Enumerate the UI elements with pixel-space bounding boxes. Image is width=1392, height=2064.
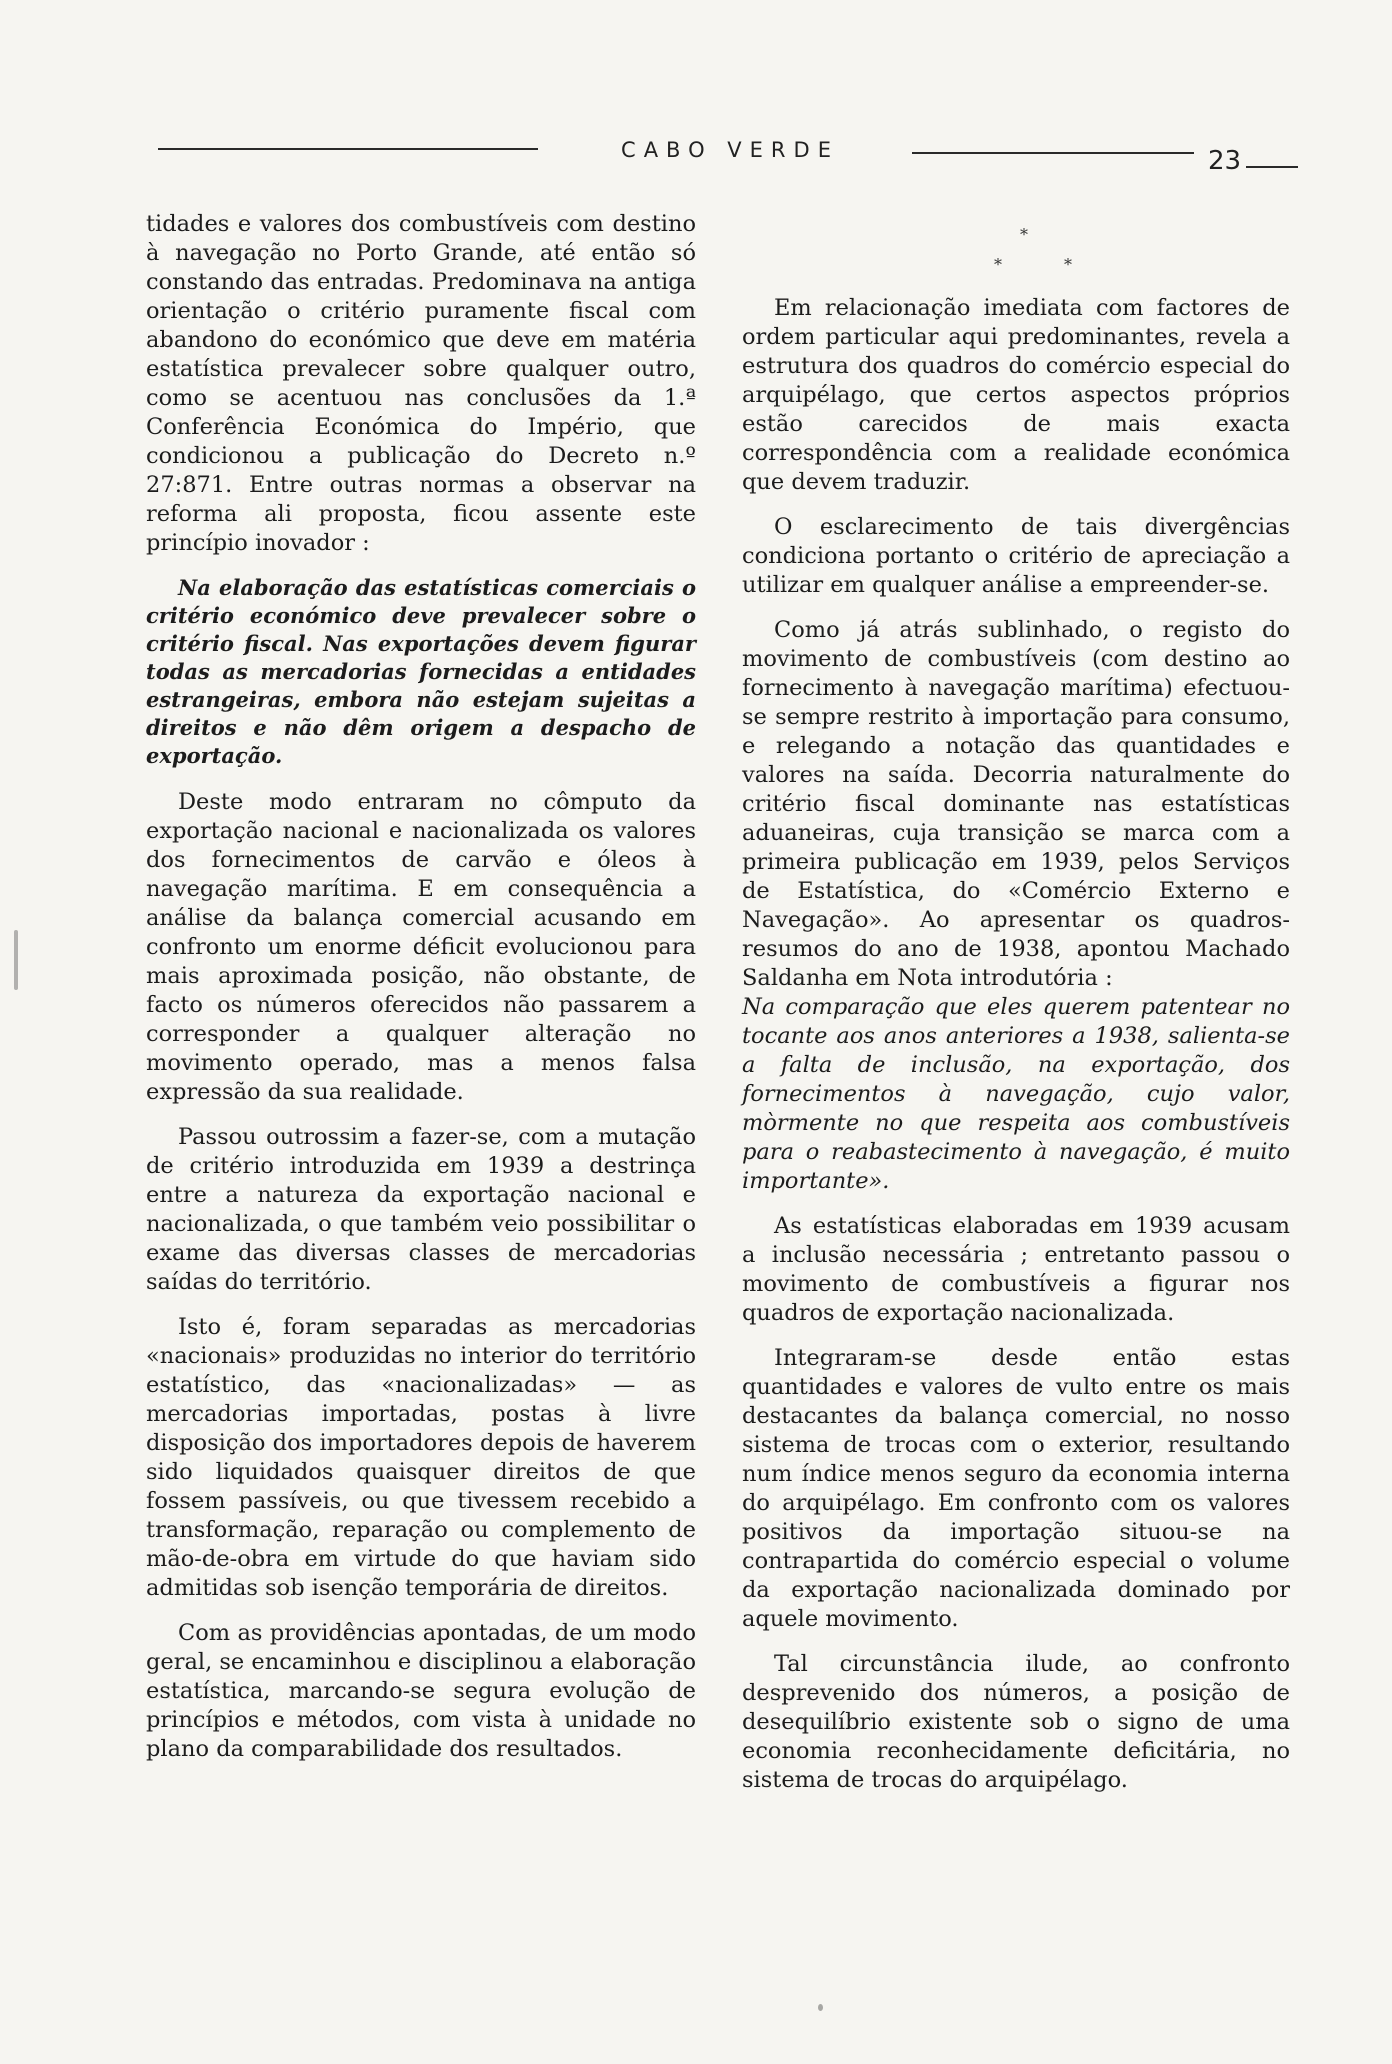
paragraph: As estatísticas elaboradas em 1939 acusam a inclusão necessária ; entretanto passou o movimento de combustíveis a figurar nos quadros de exportação nacionalizada. — [742, 1213, 1290, 1326]
block-quote: Na elaboração das estatísticas comerciais o critério económico deve prevalecer sobre o critério fiscal. Nas exportações devem figurar todas as mercadorias fornecidas a entidades estrangeiras, embora não estejam sujeitas a direitos e não dêm origem a despacho de exportação. — [146, 575, 696, 768]
asterisk-right: * — [1064, 255, 1072, 274]
inline-quote: Na comparação que eles querem patentear no tocante aos anos anteriores a 1938, salienta-se a falta de inclusão, na exportação, dos fornecimentos à navegação, cujo valor, mòrmente no que respeita aos combustíveis para o reabastecimento à navegação, é muito importante». — [742, 994, 1290, 1194]
paragraph: Isto é, foram separadas as mercadorias «nacionais» produzidas no interior do território estatístico, das «nacionalizadas» — as mercadorias importadas, postas à livre disposição dos importadores depois de haverem sido liquidados quaisquer direitos de que fossem passíveis, ou que tivessem recebido a transformação, reparação ou complemento de mão-de-obra em virtude do que haviam sido admitidas sob isenção temporária de direitos. — [146, 1314, 696, 1601]
paragraph: tidades e valores dos combustíveis com destino à navegação no Porto Grande, até então só constando das entradas. Predominava na antiga orientação o critério puramente fiscal com abandono do económico que deve em matéria estatística prevalecer sobre qualquer outro, como se acentuou nas conclusões da 1.ª Conferência Económica do Império, que condicionou a publicação do Decreto n.º 27:871. Entre outras normas a observar na reforma ali proposta, ficou assente este princípio inovador : — [146, 211, 696, 556]
paragraph: Em relacionação imediata com factores de ordem particular aqui predominantes, revela a estrutura dos quadros do comércio especial do arquipélago, que certos aspectos próprios estão carecidos de mais exacta correspondência com a realidade económica que devem traduzir. — [742, 295, 1290, 495]
right-column — [742, 210, 1290, 1811]
scan-speck — [14, 930, 18, 990]
asterisk-top: * — [1020, 225, 1028, 244]
paragraph: Integraram-se desde então estas quantidades e valores de vulto entre os mais destacantes da balança comercial, no nosso sistema de trocas com o exterior, resultando num índice menos seguro da economia interna do arquipélago. Em confronto com os valores positivos da importação situou-se na contrapartida do comércio especial o volume da exportação nacionalizada dominado por aquele movimento. — [742, 1345, 1290, 1632]
page-number: 23 — [1208, 146, 1242, 176]
paragraph: Como já atrás sublinhado, o registo do movimento de combustíveis (com destino ao fornecimento à navegação marítima) efectuou-se sempre restrito à importação para consumo, e relegando a notação das quantidades e valores na saída. Decorria naturalmente do critério fiscal dominante nas estatísticas aduaneiras, cuja transição se marca com a primeira publicação em 1939, pelos Serviços de Estatística, do «Comércio Externo e Navegação». Ao apresentar os quadros-resumos do ano de 1938, apontou Machado Saldanha em Nota introdutória : — [742, 617, 1290, 991]
paragraph: O esclarecimento de tais divergências condiciona portanto o critério de apreciação a utilizar em qualquer análise a empreender-se. — [742, 514, 1290, 598]
header-rule-dash — [1246, 166, 1298, 168]
paragraph: Passou outrossim a fazer-se, com a mutação de critério introduzida em 1939 a destrinça entre a natureza da exportação nacional e nacionalizada, o que também veio possibilitar o exame das diversas classes de mercadorias saídas do território. — [146, 1124, 696, 1295]
header-rule-right — [912, 152, 1194, 154]
paragraph: Deste modo entraram no cômputo da exportação nacional e nacionalizada os valores dos fornecimentos de carvão e óleos à navegação marítima. E em consequência a análise da balança comercial acusando em confronto um enorme déficit evolucionou para mais aproximada posição, não obstante, de facto os números oferecidos não passarem a corresponder a qualquer alteração no movimento operado, mas a menos falsa expressão da sua realidade. — [146, 789, 696, 1105]
paragraph: Tal circunstância ilude, ao confronto desprevenido dos números, a posição de desequilíbrio existente sob o signo de uma economia reconhecidamente deficitária, no sistema de trocas do arquipélago. — [742, 1651, 1290, 1793]
asterisk-left: * — [994, 255, 1002, 274]
section-asterism — [742, 210, 1290, 280]
header-rule-left — [158, 148, 538, 150]
scan-speck — [818, 2004, 823, 2011]
left-column — [146, 210, 696, 1780]
paragraph: Com as providências apontadas, de um modo geral, se encaminhou e disciplinou a elaboração estatística, marcando-se segura evolução de princípios e métodos, com vista à unidade no plano da comparabilidade dos resultados. — [146, 1620, 696, 1762]
running-title: CABO VERDE — [621, 138, 839, 162]
